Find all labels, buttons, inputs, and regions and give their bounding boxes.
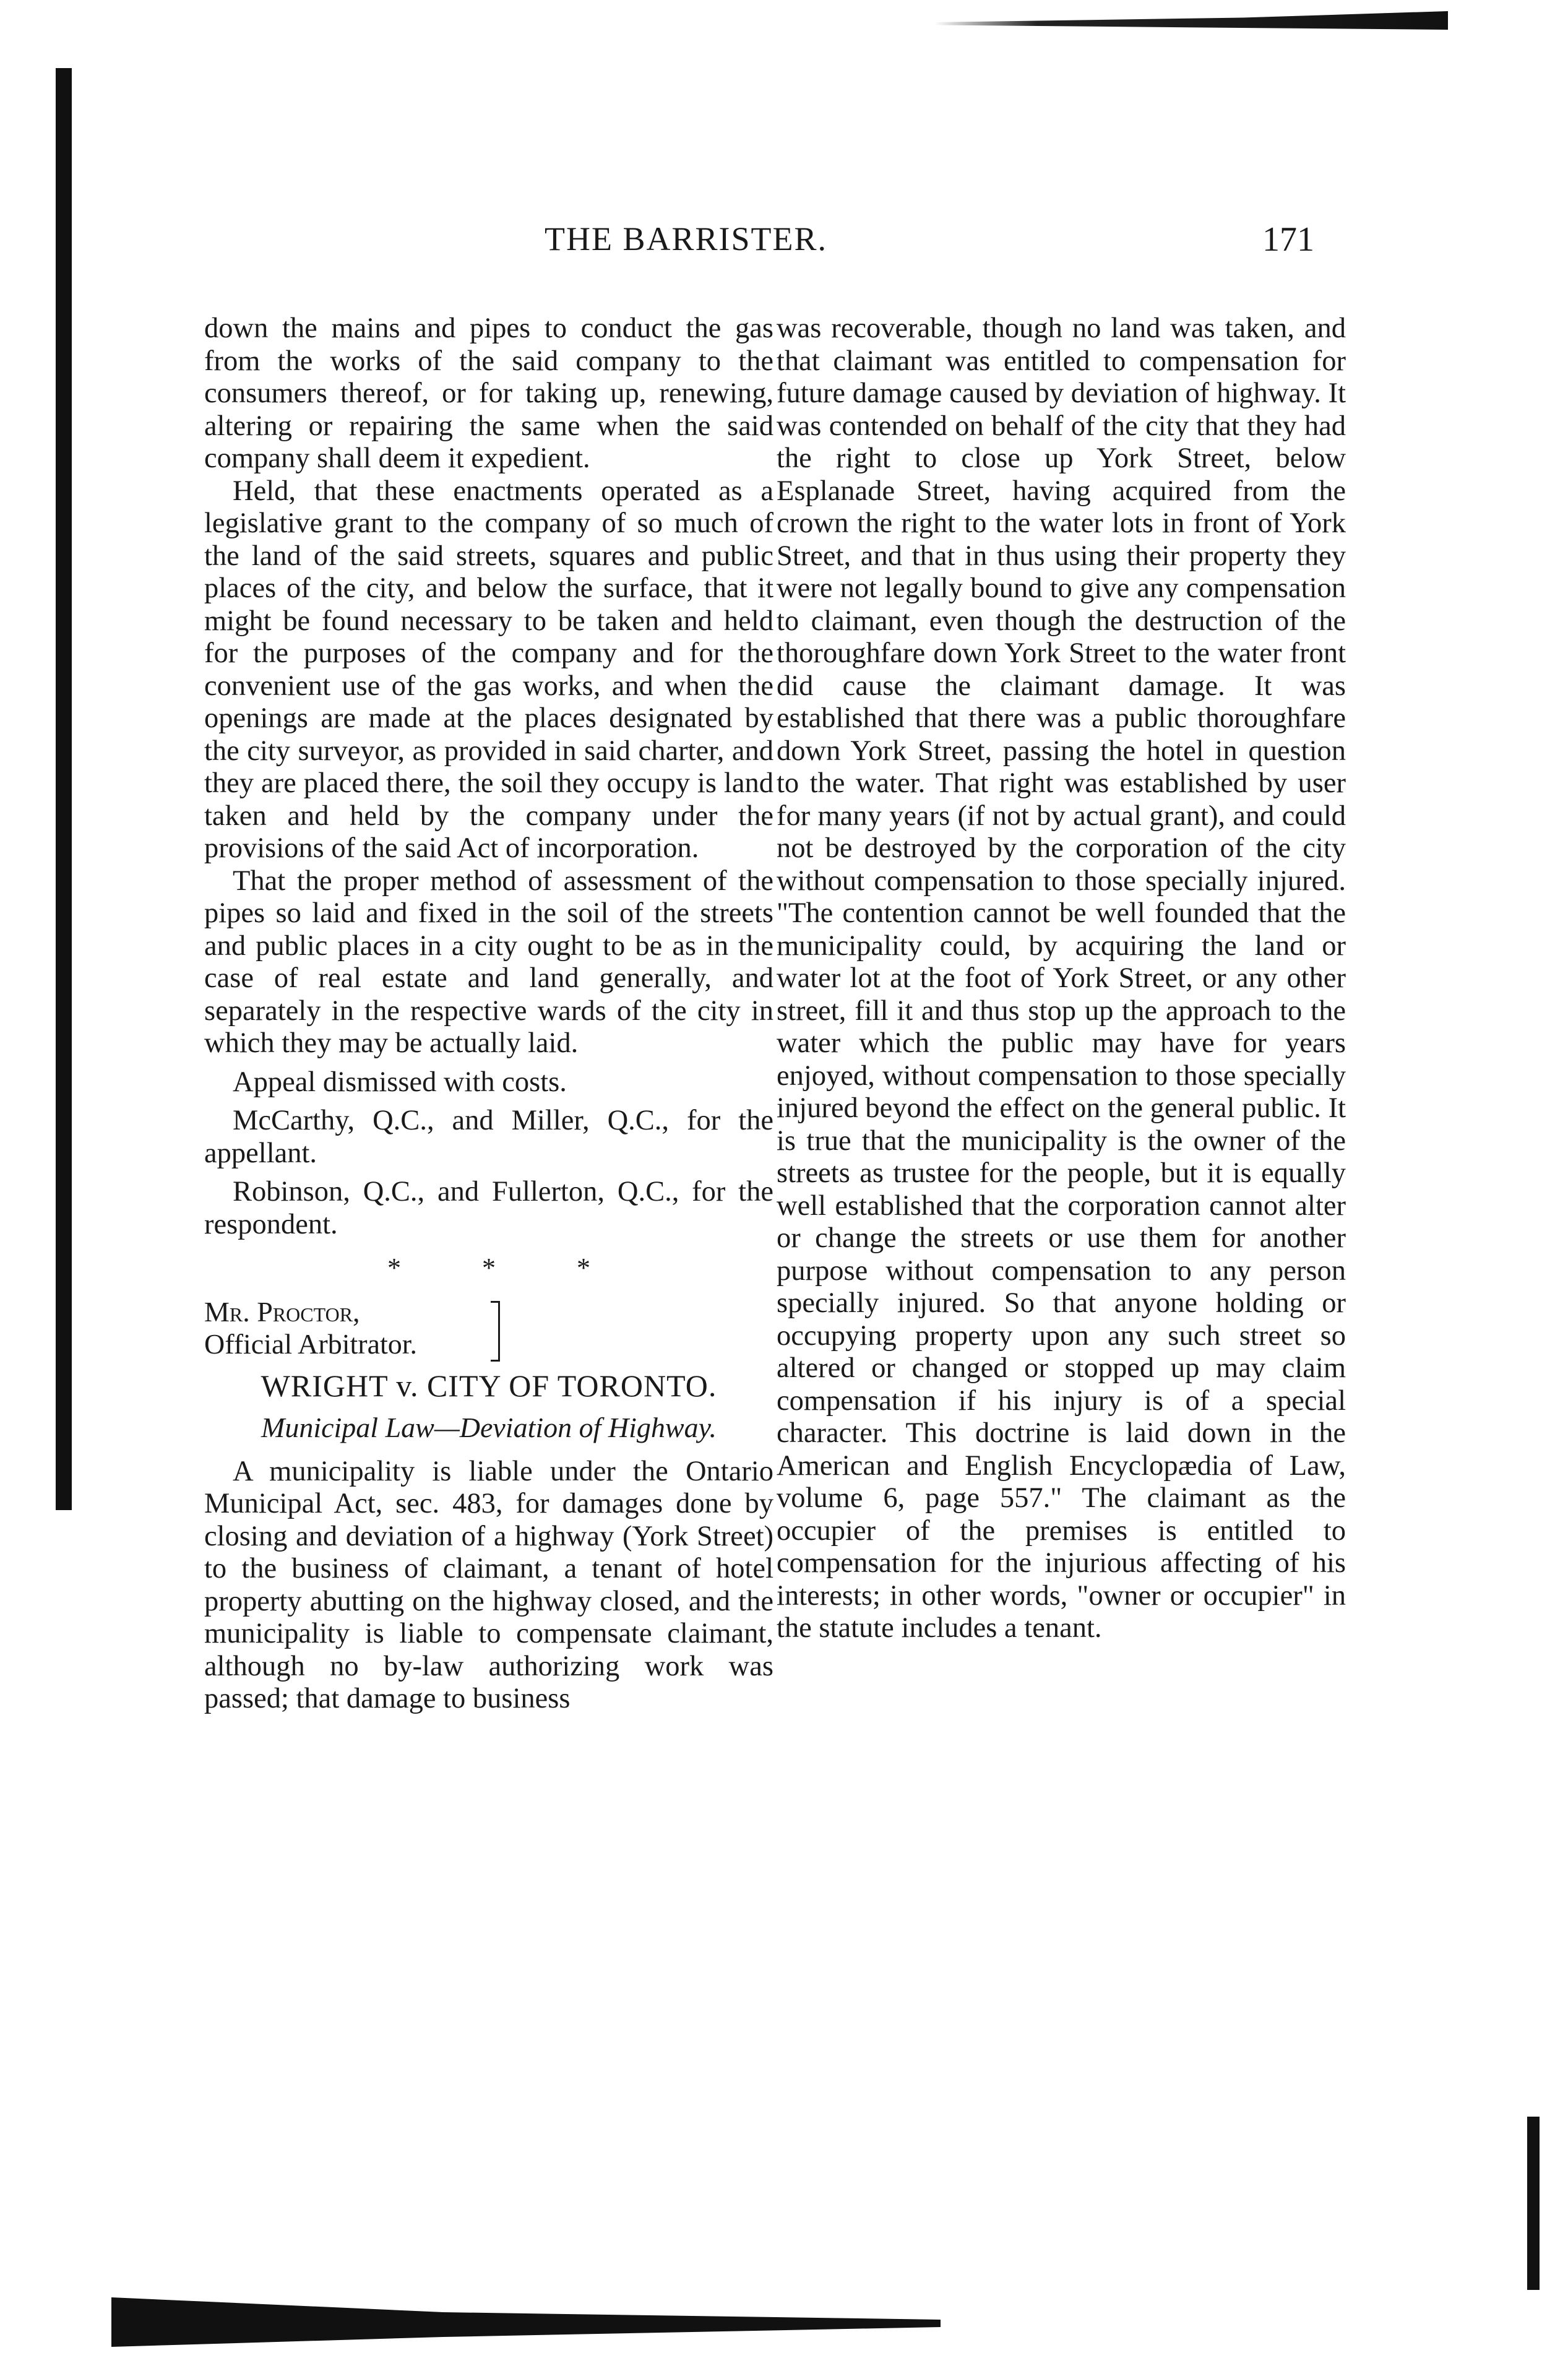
paragraph: down the mains and pipes to conduct the gas from the works of the said company to the consumers thereof, or for taking up, renewing, altering or repairing the same when the said company shall deem it expedient. bbox=[204, 313, 773, 474]
section-separator: * * * bbox=[387, 1253, 627, 1283]
case-subtitle: Municipal Law—Deviation of Highway. bbox=[261, 1411, 717, 1443]
paragraph: Appeal dismissed with costs. bbox=[233, 1066, 567, 1098]
paragraph: A municipality is liable under the Ontario Municipal Act, sec. 483, for damages done by closing and deviation of a highway (York Street) to the business of claimant, a tenant of hotel property abutting on the highway closed, and the municipality is liable to compensate claimant, although no by-law authorizing work was passed; that damage to business bbox=[204, 1455, 773, 1714]
paragraph: Robinson, Q.C., and Fullerton, Q.C., for the respondent. bbox=[204, 1176, 773, 1240]
paragraph: That the proper method of assessment of the pipes so laid and fixed in the soil of the streets and public places in a city ought to be as in the case of real estate and land generally, and separately in the respective wards of the city in which they may be actually laid. bbox=[204, 865, 773, 1059]
arbitrator-name: Mr. Proctor, bbox=[204, 1295, 360, 1328]
case-title: WRIGHT v. CITY OF TORONTO. bbox=[261, 1368, 717, 1403]
paragraph: Held, that these enactments operated as a legislative grant to the company of so much of the land of the said streets, squares and public places of the city, and below the surface, that it might be found necessary to be taken and held for the purposes of the company and for the convenient use of the gas works, and when the openings are made at the places designated by the city surveyor, as provided in said charter, and they are placed there, the soil they occupy is land taken and held by the company under the provisions of the said Act of incorporation. bbox=[204, 475, 773, 864]
journal-title: THE BARRISTER. bbox=[545, 220, 828, 257]
arbitrator-block bbox=[204, 1296, 489, 1360]
page-number: 171 bbox=[1262, 220, 1314, 259]
running-header bbox=[0, 220, 1568, 269]
left-column bbox=[204, 313, 773, 1716]
bracket bbox=[491, 1301, 500, 1362]
arbitrator-title: Official Arbitrator. bbox=[204, 1328, 418, 1360]
right-column bbox=[777, 313, 1346, 1645]
scan-artifact-left-margin bbox=[56, 68, 72, 1510]
scan-artifact-bottom bbox=[111, 2297, 941, 2347]
paragraph: McCarthy, Q.C., and Miller, Q.C., for the appellant. bbox=[204, 1105, 773, 1169]
scan-artifact-top bbox=[934, 11, 1448, 30]
paragraph: was recoverable, though no land was taken, and that claimant was entitled to compensation for future damage caused by deviation of highway. It was contended on behalf of the city that they had the right to close up York Street, below Esplanade Street, having acquired from the crown the right to the water lots in front of York Street, and that in thus using their property they were not legally bound to give any compensation to claimant, even though the destruction of the thoroughfare down York Street to the water front did cause the claimant damage. It was established that there was a public thoroughfare down York Street, passing the hotel in question to the water. That right was established by user for many years (if not by actual grant), and could not be destroyed by the corporation of the city without compensation to those specially injured. "The contention cannot be well founded that the municipality could, by acquiring the land or water lot at the foot of York Street, or any other street, fill it and thus stop up the approach to the water which the public may have for years enjoyed, without compensation to those specially injured beyond the effect on the general public. It is true that the municipality is the owner of the streets as trustee for the people, but it is equally well established that the corporation cannot alter or change the streets or use them for another purpose without compensation to any person specially injured. So that anyone holding or occupying property upon any such street so altered or changed or stopped up may claim compensation if his injury is of a special character. This doctrine is laid down in the American and English Encyclopædia of Law, volume 6, page 557." The claimant as the occupier of the premises is entitled to compensation for the injurious affecting of his interests; in other words, "owner or occupier" in the statute includes a tenant. bbox=[777, 313, 1346, 1644]
scan-artifact-right-margin bbox=[1527, 2117, 1540, 2290]
